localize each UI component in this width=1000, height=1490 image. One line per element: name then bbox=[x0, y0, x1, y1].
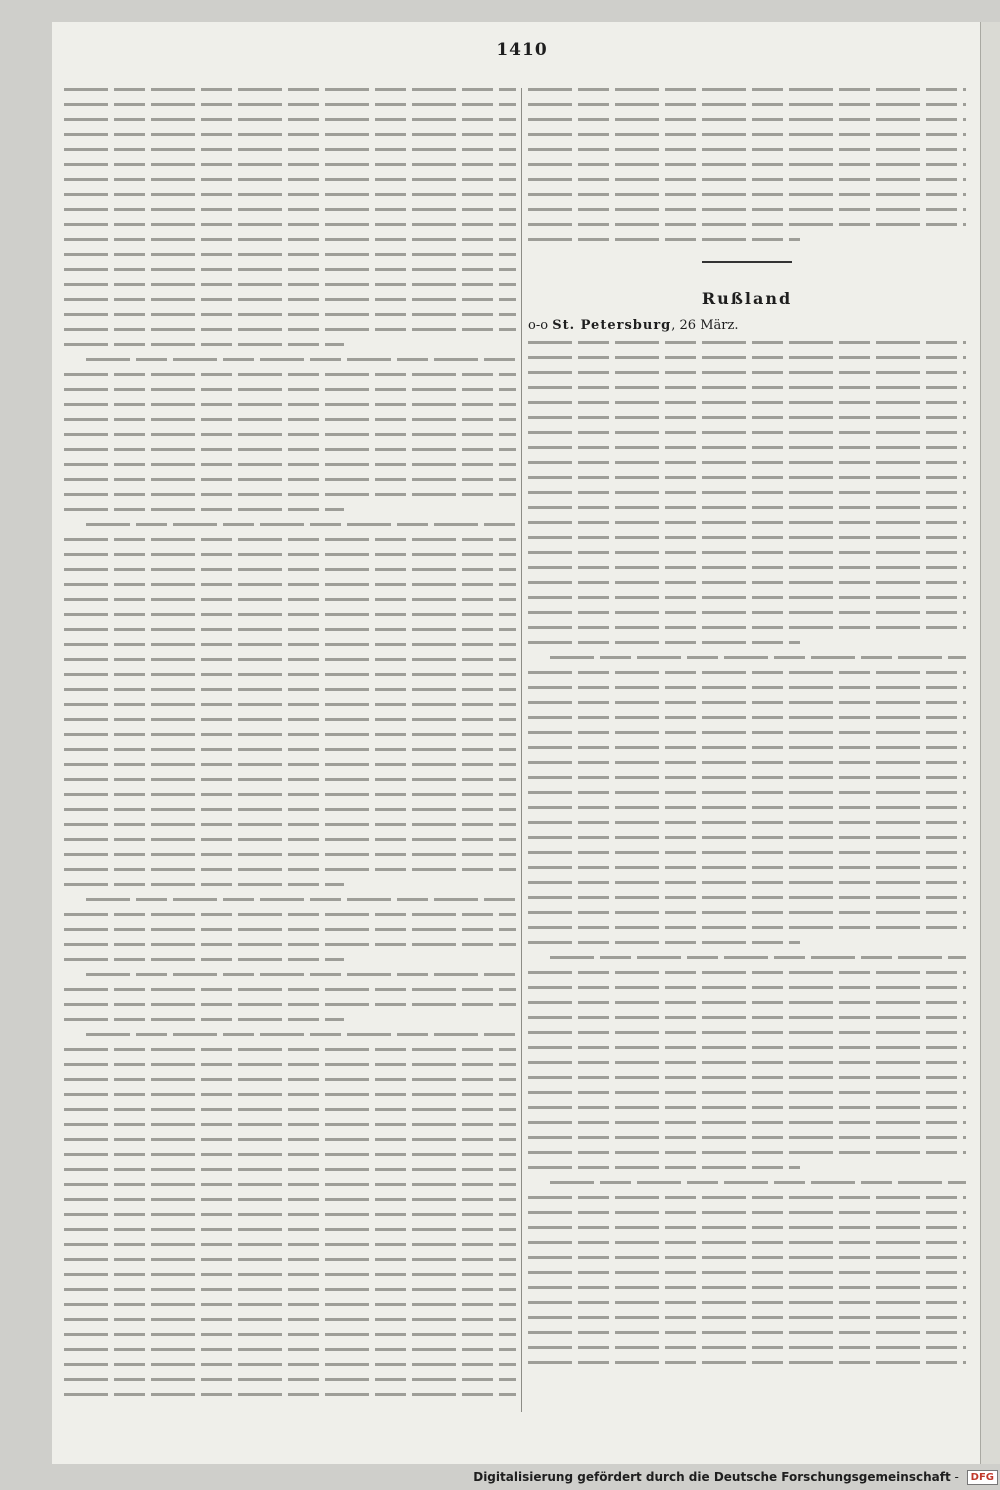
dfg-logo: DFG bbox=[967, 1470, 998, 1485]
text-line bbox=[64, 418, 516, 421]
text-line bbox=[528, 341, 966, 344]
text-line bbox=[528, 596, 966, 599]
text-line bbox=[64, 1168, 516, 1171]
text-line bbox=[528, 791, 966, 794]
right-column-body-text bbox=[528, 341, 966, 1364]
left-column bbox=[64, 88, 516, 1408]
text-line bbox=[528, 1031, 966, 1034]
text-line bbox=[64, 1153, 516, 1156]
text-line bbox=[528, 1211, 966, 1214]
text-line bbox=[64, 673, 516, 676]
text-line bbox=[528, 1136, 966, 1139]
text-line bbox=[64, 388, 516, 391]
text-line bbox=[64, 823, 516, 826]
text-line bbox=[528, 416, 966, 419]
text-line bbox=[64, 1288, 516, 1291]
text-line bbox=[64, 253, 516, 256]
text-line bbox=[64, 118, 516, 121]
text-line bbox=[64, 148, 516, 151]
page-number: 1410 bbox=[496, 40, 548, 60]
footer-separator: - bbox=[950, 1470, 963, 1484]
adjacent-page-edge bbox=[980, 22, 1000, 1464]
text-line bbox=[528, 163, 966, 166]
text-line bbox=[64, 583, 516, 586]
text-line bbox=[86, 973, 516, 976]
text-line bbox=[528, 581, 966, 584]
text-line bbox=[528, 521, 966, 524]
text-line bbox=[64, 1378, 516, 1381]
text-line bbox=[528, 1151, 966, 1154]
text-line bbox=[64, 1108, 516, 1111]
text-line bbox=[550, 956, 966, 959]
text-line bbox=[528, 806, 966, 809]
text-line bbox=[528, 208, 966, 211]
text-line bbox=[64, 88, 516, 91]
section-heading: Rußland bbox=[701, 289, 793, 308]
text-line bbox=[64, 238, 516, 241]
dateline-prefix: o-o bbox=[528, 318, 553, 333]
text-line bbox=[550, 1181, 966, 1184]
right-column-top-text bbox=[528, 88, 966, 241]
text-line bbox=[86, 523, 516, 526]
text-line bbox=[86, 358, 516, 361]
text-line bbox=[64, 223, 516, 226]
text-line bbox=[528, 1331, 966, 1334]
text-line bbox=[528, 1046, 966, 1049]
text-line bbox=[528, 356, 966, 359]
text-line bbox=[528, 1076, 966, 1079]
text-line bbox=[64, 913, 516, 916]
text-line bbox=[528, 238, 800, 241]
text-line bbox=[64, 1138, 516, 1141]
text-line bbox=[64, 403, 516, 406]
text-line bbox=[64, 1018, 344, 1021]
text-line bbox=[64, 1093, 516, 1096]
text-line bbox=[528, 566, 966, 569]
text-line bbox=[528, 1346, 966, 1349]
text-line bbox=[528, 701, 966, 704]
text-line bbox=[64, 463, 516, 466]
text-line bbox=[528, 731, 966, 734]
footer-credit: Digitalisierung gefördert durch die Deutsche Forschungsgemeinschaft bbox=[473, 1470, 951, 1484]
text-line bbox=[64, 1123, 516, 1126]
text-line bbox=[528, 1361, 966, 1364]
text-line bbox=[64, 508, 344, 511]
text-line bbox=[528, 881, 966, 884]
text-line bbox=[528, 1166, 800, 1169]
text-line bbox=[86, 1033, 516, 1036]
text-line bbox=[528, 836, 966, 839]
text-line bbox=[64, 1318, 516, 1321]
text-line bbox=[528, 911, 966, 914]
dateline-date: , 26 März. bbox=[671, 318, 739, 333]
text-line bbox=[64, 1303, 516, 1306]
text-line bbox=[64, 1228, 516, 1231]
text-line bbox=[64, 373, 516, 376]
text-line bbox=[64, 1003, 516, 1006]
text-line bbox=[64, 448, 516, 451]
text-line bbox=[64, 958, 344, 961]
text-line bbox=[64, 748, 516, 751]
text-line bbox=[528, 103, 966, 106]
text-line bbox=[528, 686, 966, 689]
text-line bbox=[64, 568, 516, 571]
text-line bbox=[528, 178, 966, 181]
text-line bbox=[528, 821, 966, 824]
text-line bbox=[528, 371, 966, 374]
text-line bbox=[64, 433, 516, 436]
text-line bbox=[528, 551, 966, 554]
text-line bbox=[528, 446, 966, 449]
text-line bbox=[528, 1286, 966, 1289]
text-line bbox=[528, 671, 966, 674]
text-line bbox=[64, 193, 516, 196]
text-line bbox=[64, 343, 344, 346]
text-line bbox=[528, 941, 800, 944]
text-line bbox=[64, 1198, 516, 1201]
text-line bbox=[528, 386, 966, 389]
text-line bbox=[64, 928, 516, 931]
text-line bbox=[528, 536, 966, 539]
text-line bbox=[64, 778, 516, 781]
text-line bbox=[64, 313, 516, 316]
text-line bbox=[528, 476, 966, 479]
text-line bbox=[528, 431, 966, 434]
text-line bbox=[64, 178, 516, 181]
text-line bbox=[64, 1183, 516, 1186]
text-line bbox=[528, 223, 966, 226]
text-line bbox=[64, 688, 516, 691]
text-line bbox=[64, 988, 516, 991]
text-line bbox=[528, 1256, 966, 1259]
text-line bbox=[64, 883, 344, 886]
text-line bbox=[64, 853, 516, 856]
text-line bbox=[528, 88, 966, 91]
text-line bbox=[528, 1196, 966, 1199]
text-line bbox=[64, 1078, 516, 1081]
text-line bbox=[528, 641, 800, 644]
text-line bbox=[64, 163, 516, 166]
text-line bbox=[528, 1121, 966, 1124]
text-line bbox=[64, 943, 516, 946]
text-line bbox=[64, 553, 516, 556]
text-line bbox=[64, 268, 516, 271]
text-line bbox=[64, 613, 516, 616]
text-line bbox=[528, 1301, 966, 1304]
text-line bbox=[528, 971, 966, 974]
newspaper-page bbox=[52, 22, 980, 1464]
text-line bbox=[64, 538, 516, 541]
text-line bbox=[528, 611, 966, 614]
text-line bbox=[528, 461, 966, 464]
text-line bbox=[64, 133, 516, 136]
text-line bbox=[528, 1241, 966, 1244]
text-line bbox=[64, 478, 516, 481]
text-line bbox=[64, 658, 516, 661]
text-line bbox=[64, 868, 516, 871]
text-line bbox=[64, 718, 516, 721]
text-line bbox=[64, 1393, 516, 1396]
text-line bbox=[64, 763, 516, 766]
text-line bbox=[528, 896, 966, 899]
text-line bbox=[64, 628, 516, 631]
text-line bbox=[528, 716, 966, 719]
text-line bbox=[64, 808, 516, 811]
footer bbox=[0, 1470, 998, 1485]
text-line bbox=[528, 193, 966, 196]
text-line bbox=[528, 1016, 966, 1019]
text-line bbox=[86, 898, 516, 901]
text-line bbox=[64, 793, 516, 796]
text-line bbox=[64, 1048, 516, 1051]
text-line bbox=[64, 733, 516, 736]
right-column bbox=[528, 88, 966, 1376]
text-line bbox=[528, 1271, 966, 1274]
text-line bbox=[528, 746, 966, 749]
text-line bbox=[64, 1258, 516, 1261]
text-line bbox=[64, 838, 516, 841]
text-line bbox=[528, 118, 966, 121]
text-line bbox=[64, 328, 516, 331]
text-line bbox=[528, 866, 966, 869]
text-line bbox=[64, 598, 516, 601]
text-line bbox=[528, 148, 966, 151]
column-divider bbox=[521, 88, 522, 1412]
text-line bbox=[64, 1333, 516, 1336]
text-line bbox=[64, 103, 516, 106]
text-line bbox=[64, 298, 516, 301]
text-line bbox=[528, 1001, 966, 1004]
text-line bbox=[64, 1243, 516, 1246]
text-line bbox=[64, 208, 516, 211]
text-line bbox=[528, 926, 966, 929]
text-line bbox=[550, 656, 966, 659]
text-line bbox=[528, 506, 966, 509]
text-line bbox=[64, 1363, 516, 1366]
text-line bbox=[528, 1091, 966, 1094]
text-line bbox=[64, 643, 516, 646]
text-line bbox=[528, 1226, 966, 1229]
text-line bbox=[528, 851, 966, 854]
text-line bbox=[528, 986, 966, 989]
text-line bbox=[528, 776, 966, 779]
text-line bbox=[528, 1316, 966, 1319]
section-separator bbox=[702, 261, 792, 263]
dateline-place: St. Petersburg bbox=[552, 318, 672, 333]
text-line bbox=[528, 491, 966, 494]
text-line bbox=[528, 761, 966, 764]
text-line bbox=[64, 703, 516, 706]
text-line bbox=[64, 283, 516, 286]
text-line bbox=[528, 1061, 966, 1064]
dateline bbox=[528, 318, 966, 333]
text-line bbox=[64, 1348, 516, 1351]
text-line bbox=[64, 1213, 516, 1216]
text-line bbox=[528, 133, 966, 136]
text-line bbox=[528, 1106, 966, 1109]
text-line bbox=[64, 1063, 516, 1066]
text-line bbox=[64, 493, 516, 496]
text-line bbox=[528, 626, 966, 629]
text-line bbox=[528, 401, 966, 404]
text-line bbox=[64, 1273, 516, 1276]
